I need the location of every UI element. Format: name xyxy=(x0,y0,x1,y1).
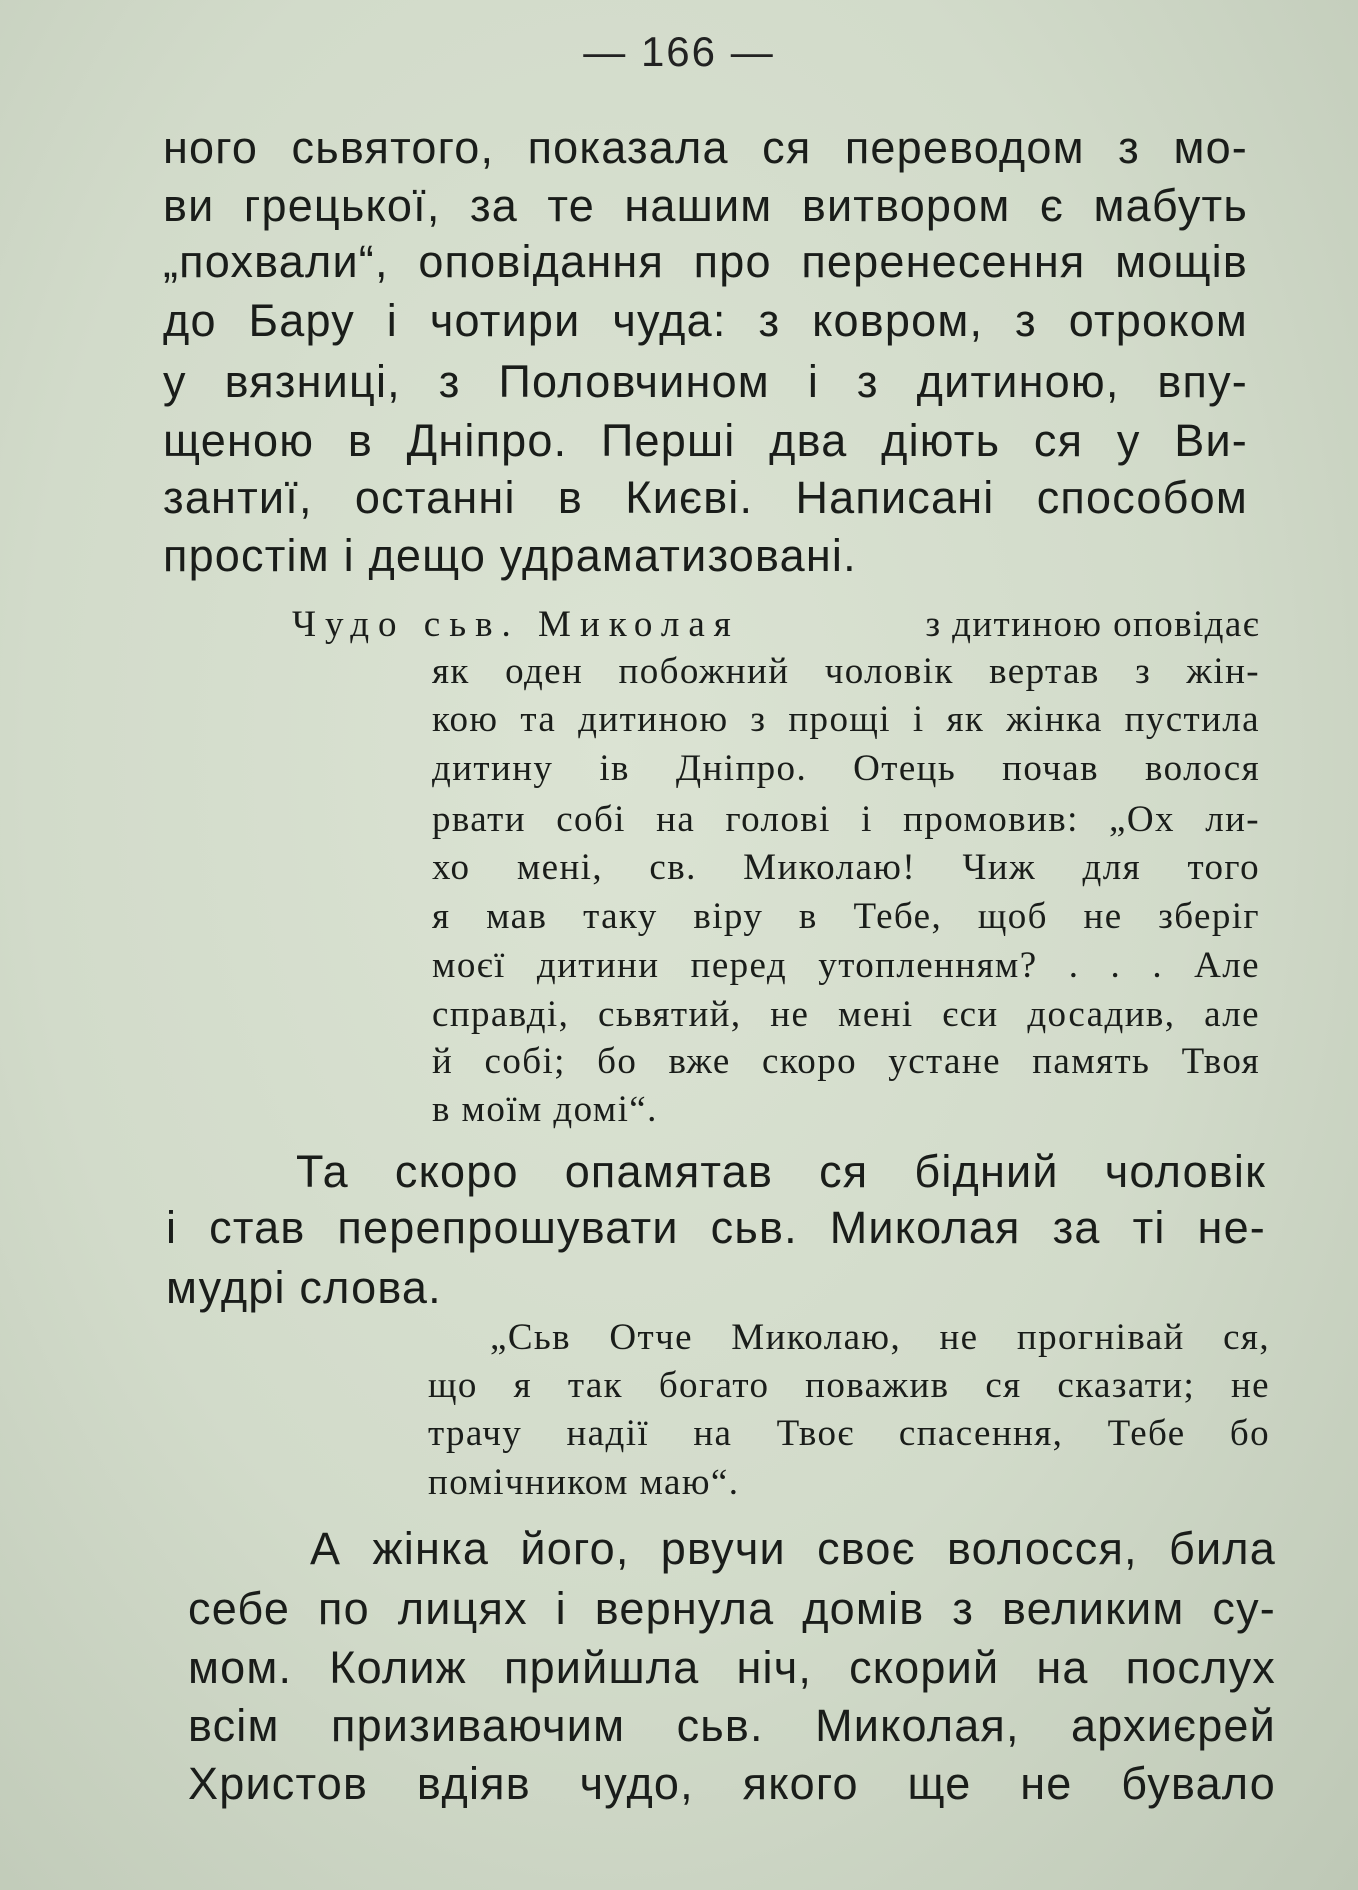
quote-line: як оден побожний чоловік вертав з жін- xyxy=(432,651,1260,692)
text-line: всім призиваючим сьв. Миколая, архиєрей xyxy=(188,1700,1276,1751)
text-line: Та скоро опамятав ся бідний чоловік xyxy=(296,1146,1266,1197)
page-number: — 166 — xyxy=(583,28,775,75)
text-line: до Бару і чотири чуда: з ковром, з отроком xyxy=(163,295,1248,346)
quote-line: помічником маю“. xyxy=(428,1462,740,1503)
text-line: „похвали“, оповідання про перенесення мощів xyxy=(163,236,1248,287)
text-line: мудрі слова. xyxy=(166,1262,442,1313)
text-line: А жінка його, рвучи своє волосся, била xyxy=(310,1523,1276,1574)
quote-line: справді, сьвятий, не мені єси досадив, але xyxy=(432,994,1260,1035)
quote-line: дитину ів Дніпро. Отець почав волося xyxy=(432,748,1260,789)
quote-lead-line xyxy=(292,603,1260,646)
text-line: у вязниці, з Половчином і з дитиною, впу- xyxy=(163,356,1248,407)
text-line: ного сьвятого, показала ся переводом з мо- xyxy=(163,122,1248,173)
quote-line: моєї дитини перед утопленням? . . . Але xyxy=(432,945,1260,986)
quote-lead-spaced: Чудо сьв. Миколая xyxy=(292,604,740,645)
quote-line: що я так богато поважив ся сказати; не xyxy=(428,1365,1270,1406)
quote-line: в моїм домі“. xyxy=(432,1089,658,1130)
quote-line: й собі; бо вже скоро устане память Твоя xyxy=(432,1041,1260,1082)
quote-line: я мав таку віру в Тебе, щоб не зберіг xyxy=(432,896,1260,937)
quote-lead-rest: з дитиною оповідає xyxy=(925,604,1260,645)
quote-line: „Сьв Отче Миколаю, не прогнівай ся, xyxy=(490,1317,1270,1358)
text-line: і став перепрошувати сьв. Миколая за ті не- xyxy=(166,1202,1266,1253)
text-line: щеною в Дніпро. Перші два діють ся у Ви- xyxy=(163,415,1248,466)
text-line: себе по лицях і вернула домів з великим су- xyxy=(188,1583,1276,1634)
quote-line: рвати собі на голові і промовив: „Ох ли- xyxy=(432,799,1260,840)
text-line: ви грецької, за те нашим витвором є мабуть xyxy=(163,180,1248,231)
text-line: простім і дещо удраматизовані. xyxy=(163,530,857,581)
quote-line: трачу надії на Твоє спасення, Тебе бо xyxy=(428,1413,1270,1454)
text-line: зантиї, останні в Києві. Написані способом xyxy=(163,472,1248,523)
quote-line: хо мені, св. Миколаю! Чиж для того xyxy=(432,847,1260,888)
text-line: Христов вдіяв чудо, якого ще не бувало xyxy=(188,1758,1276,1809)
quote-line: кою та дитиною з прощі і як жінка пустила xyxy=(432,699,1260,740)
text-line: мом. Колиж прийшла ніч, скорий на послух xyxy=(188,1642,1276,1693)
